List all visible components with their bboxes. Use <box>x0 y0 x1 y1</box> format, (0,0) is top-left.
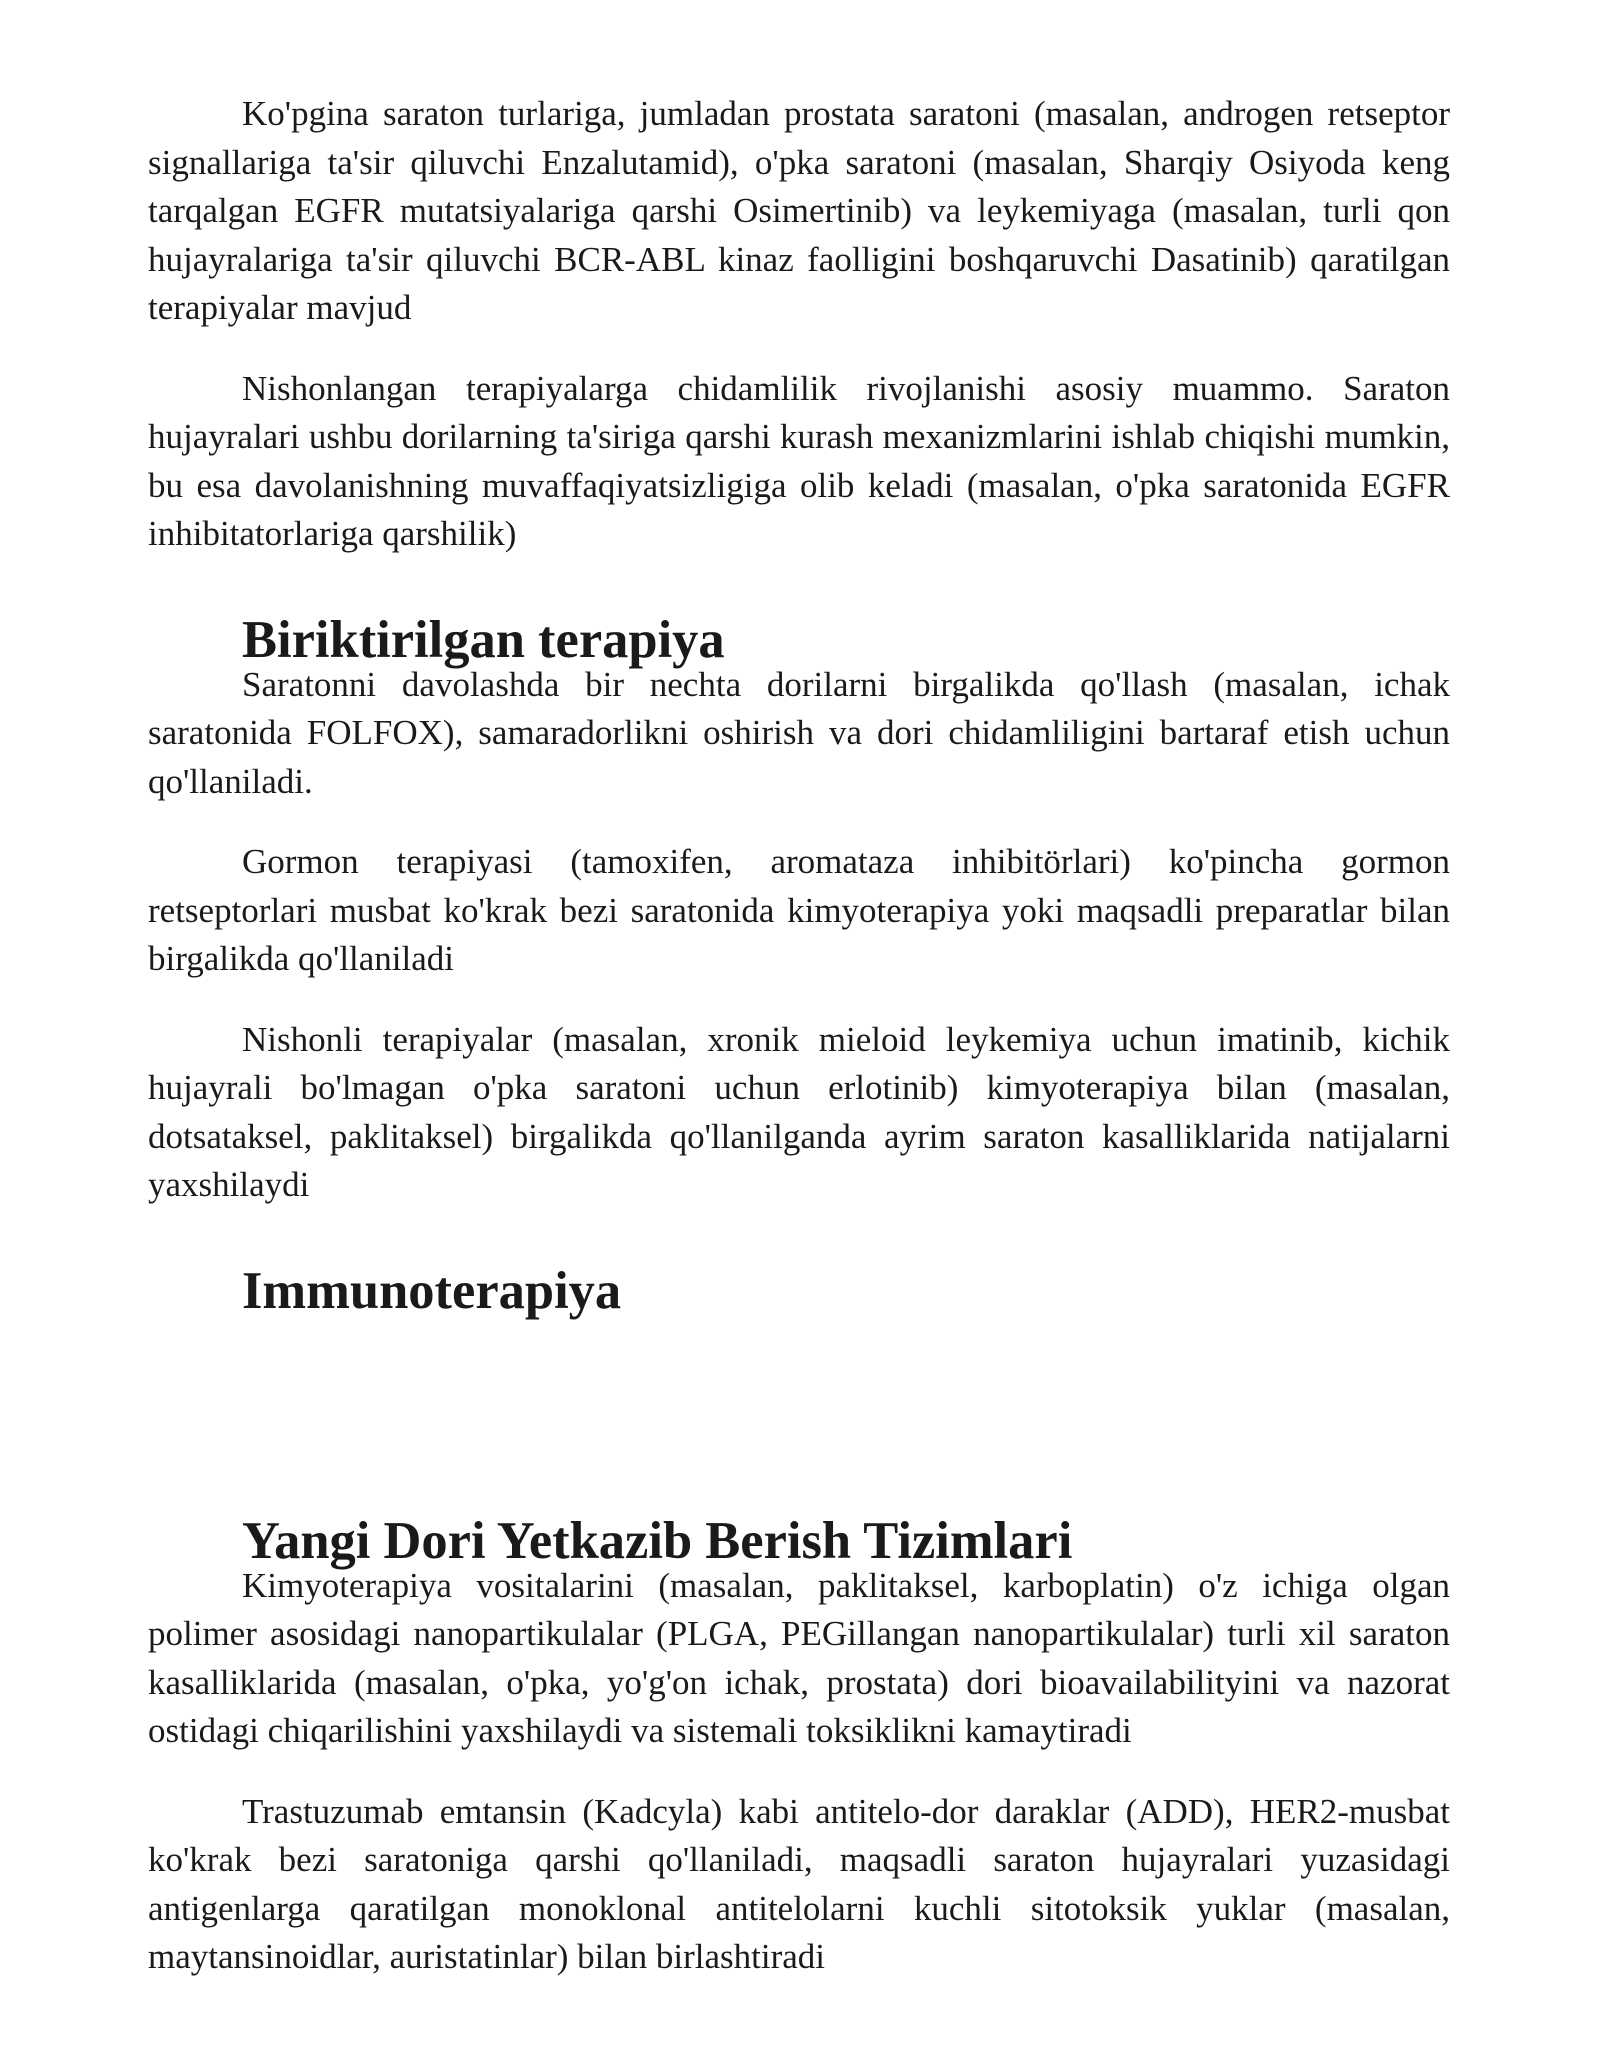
document-body <box>148 90 1450 1982</box>
paragraph-antibody-drug-conjugates: Trastuzumab emtansin (Kadcyla) kabi antitelo-dor daraklar (ADD), HER2-musbat ko'krak bezi saratoniga qarshi qo'llaniladi, maqsadli saraton hujayralari yuzasidagi antigenlarga qaratilgan monoklonal antitelolarni kuchli sitotoksik yuklar (masalan, maytansinoidlar, auristatinlar) bilan birlashtiradi <box>148 1791 1450 1976</box>
heading-immunotherapy: Immunoterapiya <box>242 1261 622 1320</box>
paragraph-hormone-therapy: Gormon terapiyasi (tamoxifen, aromataza inhibitörlari) ko'pincha gormon retseptorlari musbat ko'krak bezi saratonida kimyoterapiya yoki maqsadli preparatlar bilan birgalikda qo'llaniladi <box>148 842 1450 978</box>
paragraph-therapy-resistance: Nishonlangan terapiyalarga chidamlilik rivojlanishi asosiy muammo. Saraton hujayralari ushbu dorilarning ta'siriga qarshi kurash mexanizmlarini ishlab chiqishi mumkin, bu esa davolanishning muvaffaqiyatsizligiga olib keladi (masalan, o'pka saratonida EGFR inhibitatorlariga qarshilik) <box>148 368 1450 553</box>
heading-combined-therapy: Biriktirilgan terapiya <box>242 610 725 669</box>
paragraph-targeted-with-chemo: Nishonli terapiyalar (masalan, xronik mieloid leykemiya uchun imatinib, kichik hujayrali bo'lmagan o'pka saratoni uchun erlotinib) kimyoterapiya bilan (masalan, dotsataksel, paklitaksel) birgalikda qo'llanilganda ayrim saraton kasalliklarida natijalarni yaxshilaydi <box>148 1019 1450 1204</box>
paragraph-combination-drugs: Saratonni davolashda bir nechta dorilarni birgalikda qo'llash (masalan, ichak saratonida FOLFOX), samaradorlikni oshirish va dori chidamliligini bartaraf etish uchun qo'llaniladi. <box>148 664 1450 801</box>
paragraph-targeted-therapies: Ko'pgina saraton turlariga, jumladan prostata saratoni (masalan, androgen retseptor signallariga ta'sir qiluvchi Enzalutamid), o'pka saratoni (masalan, Sharqiy Osiyoda keng tarqalgan EGFR mutatsiyalariga qarshi Osimertinib) va leykemiyaga (masalan, turli qon hujayralariga ta'sir qiluvchi BCR-ABL kinaz faolligini boshqaruvchi Dasatinib) qaratilgan terapiyalar mavjud <box>148 94 1450 327</box>
paragraph-nanoparticles: Kimyoterapiya vositalarini (masalan, paklitaksel, karboplatin) o'z ichiga olgan polimer asosidagi nanopartikulalar (PLGA, PEGillangan nanopartikulalar) turli xil saraton kasalliklarida (masalan, o'pka, yo'g'on ichak, prostata) dori bioavailabilityini va nazorat ostidagi chiqarilishini yaxshilaydi va sistemali toksiklikni kamaytiradi <box>148 1565 1450 1750</box>
heading-new-drug-delivery: Yangi Dori Yetkazib Berish Tizimlari <box>242 1511 1073 1570</box>
